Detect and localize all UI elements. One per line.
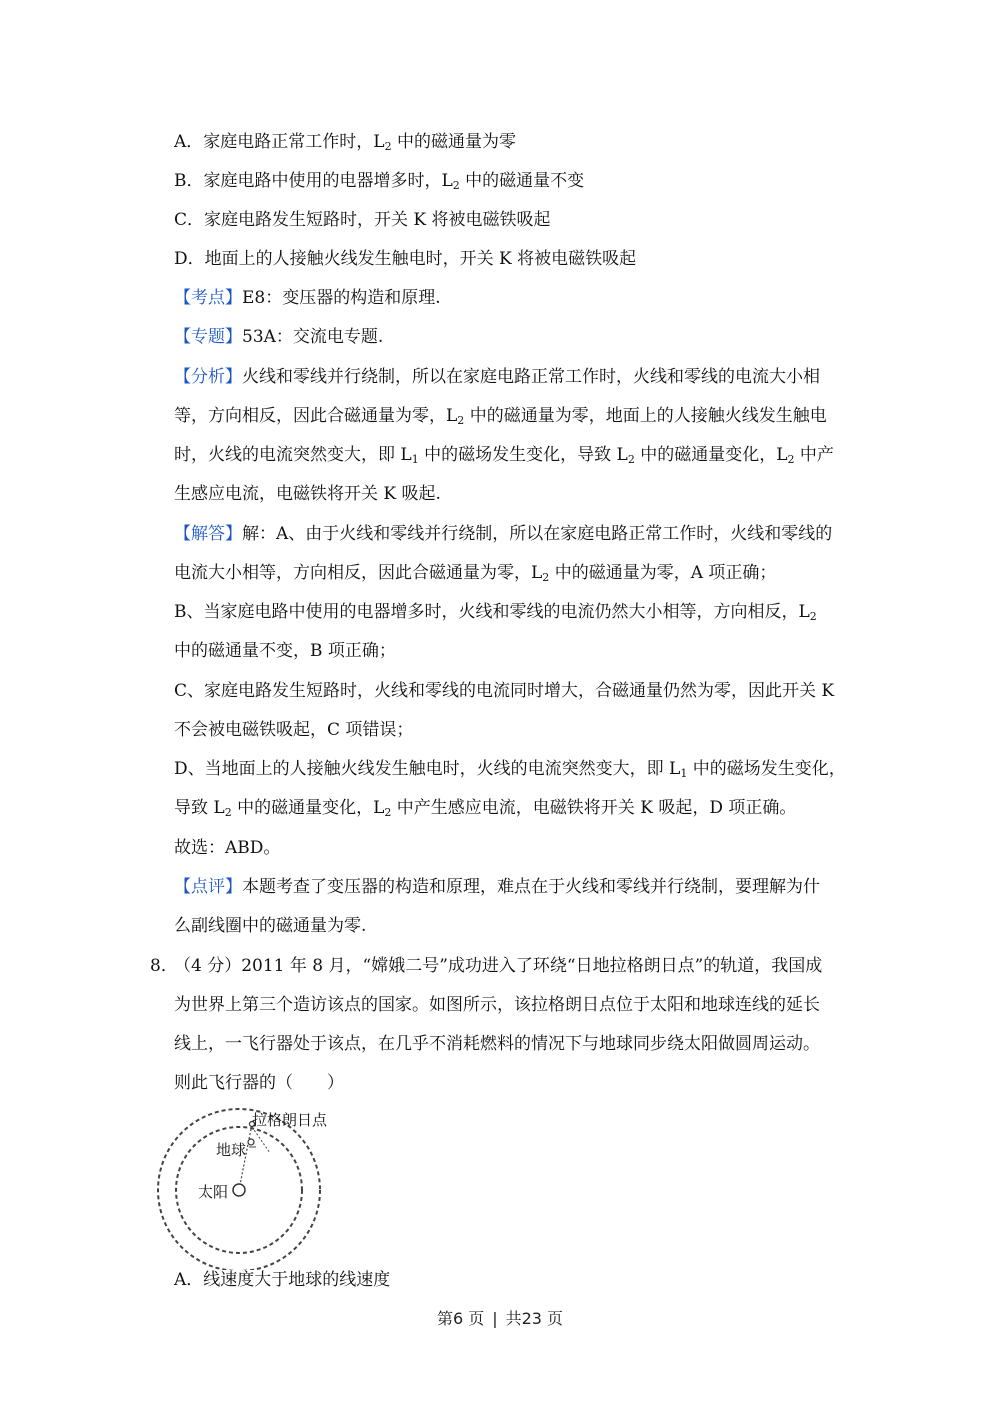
fenxi-line-2: 等，方向相反，因此合磁通量为零，$L_2$ 中的磁通量为零，地面上的人接触火线发生触电 bbox=[174, 406, 827, 427]
dianping-tag: 【点评】 bbox=[174, 877, 242, 897]
fenxi-line-3: 时，火线的电流突然变大，即 $L_1$ 中的磁场发生变化，导致 $L_2$ 中的磁通量变化，$L_2$ 中产 bbox=[174, 445, 834, 466]
zhuanti-tag: 【专题】 bbox=[174, 327, 242, 347]
page-total: 共23 页 bbox=[505, 1309, 564, 1328]
fenxi-tag: 【分析】 bbox=[174, 367, 242, 387]
question-8-line-4: 则此飞行器的（ ） bbox=[174, 1073, 344, 1093]
earth-label: 地球 bbox=[216, 1141, 247, 1159]
fenxi-line-4: 生感应电流，电磁铁将开关 K 吸起. bbox=[174, 484, 441, 504]
jieda-line-4: 中的磁通量不变，B 项正确； bbox=[174, 641, 396, 661]
jieda-line-1: 【解答】解：A、由于火线和零线并行绕制，所以在家庭电路正常工作时，火线和零线的 bbox=[174, 524, 833, 544]
footer-separator: | bbox=[492, 1309, 498, 1328]
dianping-line-1: 【点评】本题考查了变压器的构造和原理，难点在于火线和零线并行绕制，要理解为什 bbox=[174, 877, 820, 897]
page-footer bbox=[0, 1306, 1000, 1329]
question-8-line-2: 为世界上第三个造访该点的国家。如图所示，该拉格朗日点位于太阳和地球连线的延长 bbox=[174, 995, 820, 1015]
option-7c: C．家庭电路发生短路时，开关 K 将被电磁铁吸起 bbox=[174, 210, 551, 230]
lagrange-label: 拉格朗日点 bbox=[252, 1111, 328, 1129]
sun-symbol bbox=[233, 1184, 245, 1196]
jieda-line-6: 不会被电磁铁吸起，C 项错误； bbox=[174, 720, 414, 740]
jieda-line-5: C、家庭电路发生短路时，火线和零线的电流同时增大，合磁通量仍然为零，因此开关 K bbox=[174, 681, 835, 701]
lagrange-orbit-diagram bbox=[140, 1100, 340, 1270]
jieda-line-8: 导致 $L_2$ 中的磁通量变化，$L_2$ 中产生感应电流，电磁铁将开关 K 吸起，D 项正确。 bbox=[174, 798, 797, 819]
question-8-line-1: （4 分）2011 年 8 月，“嫦娥二号”成功进入了环绕“日地拉格朗日点”的轨道，我国成 bbox=[174, 956, 823, 976]
fenxi-line-1: 【分析】火线和零线并行绕制，所以在家庭电路正常工作时，火线和零线的电流大小相 bbox=[174, 367, 820, 387]
page-number: 第6 页 bbox=[436, 1309, 485, 1328]
jieda-line-2: 电流大小相等，方向相反，因此合磁通量为零，$L_2$ 中的磁通量为零，A 项正确； bbox=[174, 563, 777, 584]
option-7b: B．家庭电路中使用的电器增多时，$L_2$ 中的磁通量不变 bbox=[174, 171, 585, 192]
question-8-line-3: 线上，一飞行器处于该点，在几乎不消耗燃料的情况下与地球同步绕太阳做圆周运动。 bbox=[174, 1034, 820, 1054]
dianping-line-2: 么副线圈中的磁通量为零. bbox=[174, 916, 367, 936]
option-7d: D．地面上的人接触火线发生触电时，开关 K 将被电磁铁吸起 bbox=[174, 249, 637, 269]
question-8-number: 8． bbox=[150, 956, 178, 976]
jieda-answer: 故选：ABD。 bbox=[174, 838, 281, 858]
question-8-option-a: A．线速度大于地球的线速度 bbox=[174, 1270, 391, 1290]
jieda-line-3: B、当家庭电路中使用的电器增多时，火线和零线的电流仍然大小相等，方向相反，$L_2$ bbox=[174, 602, 817, 623]
zhuanti-line: 【专题】53A：交流电专题. bbox=[174, 327, 384, 347]
kaodian-tag: 【考点】 bbox=[174, 288, 242, 308]
sun-label: 太阳 bbox=[198, 1183, 229, 1201]
jieda-line-7: D、当地面上的人接触火线发生触电时，火线的电流突然变大，即 $L_1$ 中的磁场发生变化， bbox=[174, 759, 846, 780]
option-7a: A．家庭电路正常工作时，$L_2$ 中的磁通量为零 bbox=[174, 132, 516, 153]
earth-symbol bbox=[248, 1139, 254, 1145]
jieda-tag: 【解答】 bbox=[174, 524, 242, 544]
kaodian-line: 【考点】E8：变压器的构造和原理. bbox=[174, 288, 441, 308]
